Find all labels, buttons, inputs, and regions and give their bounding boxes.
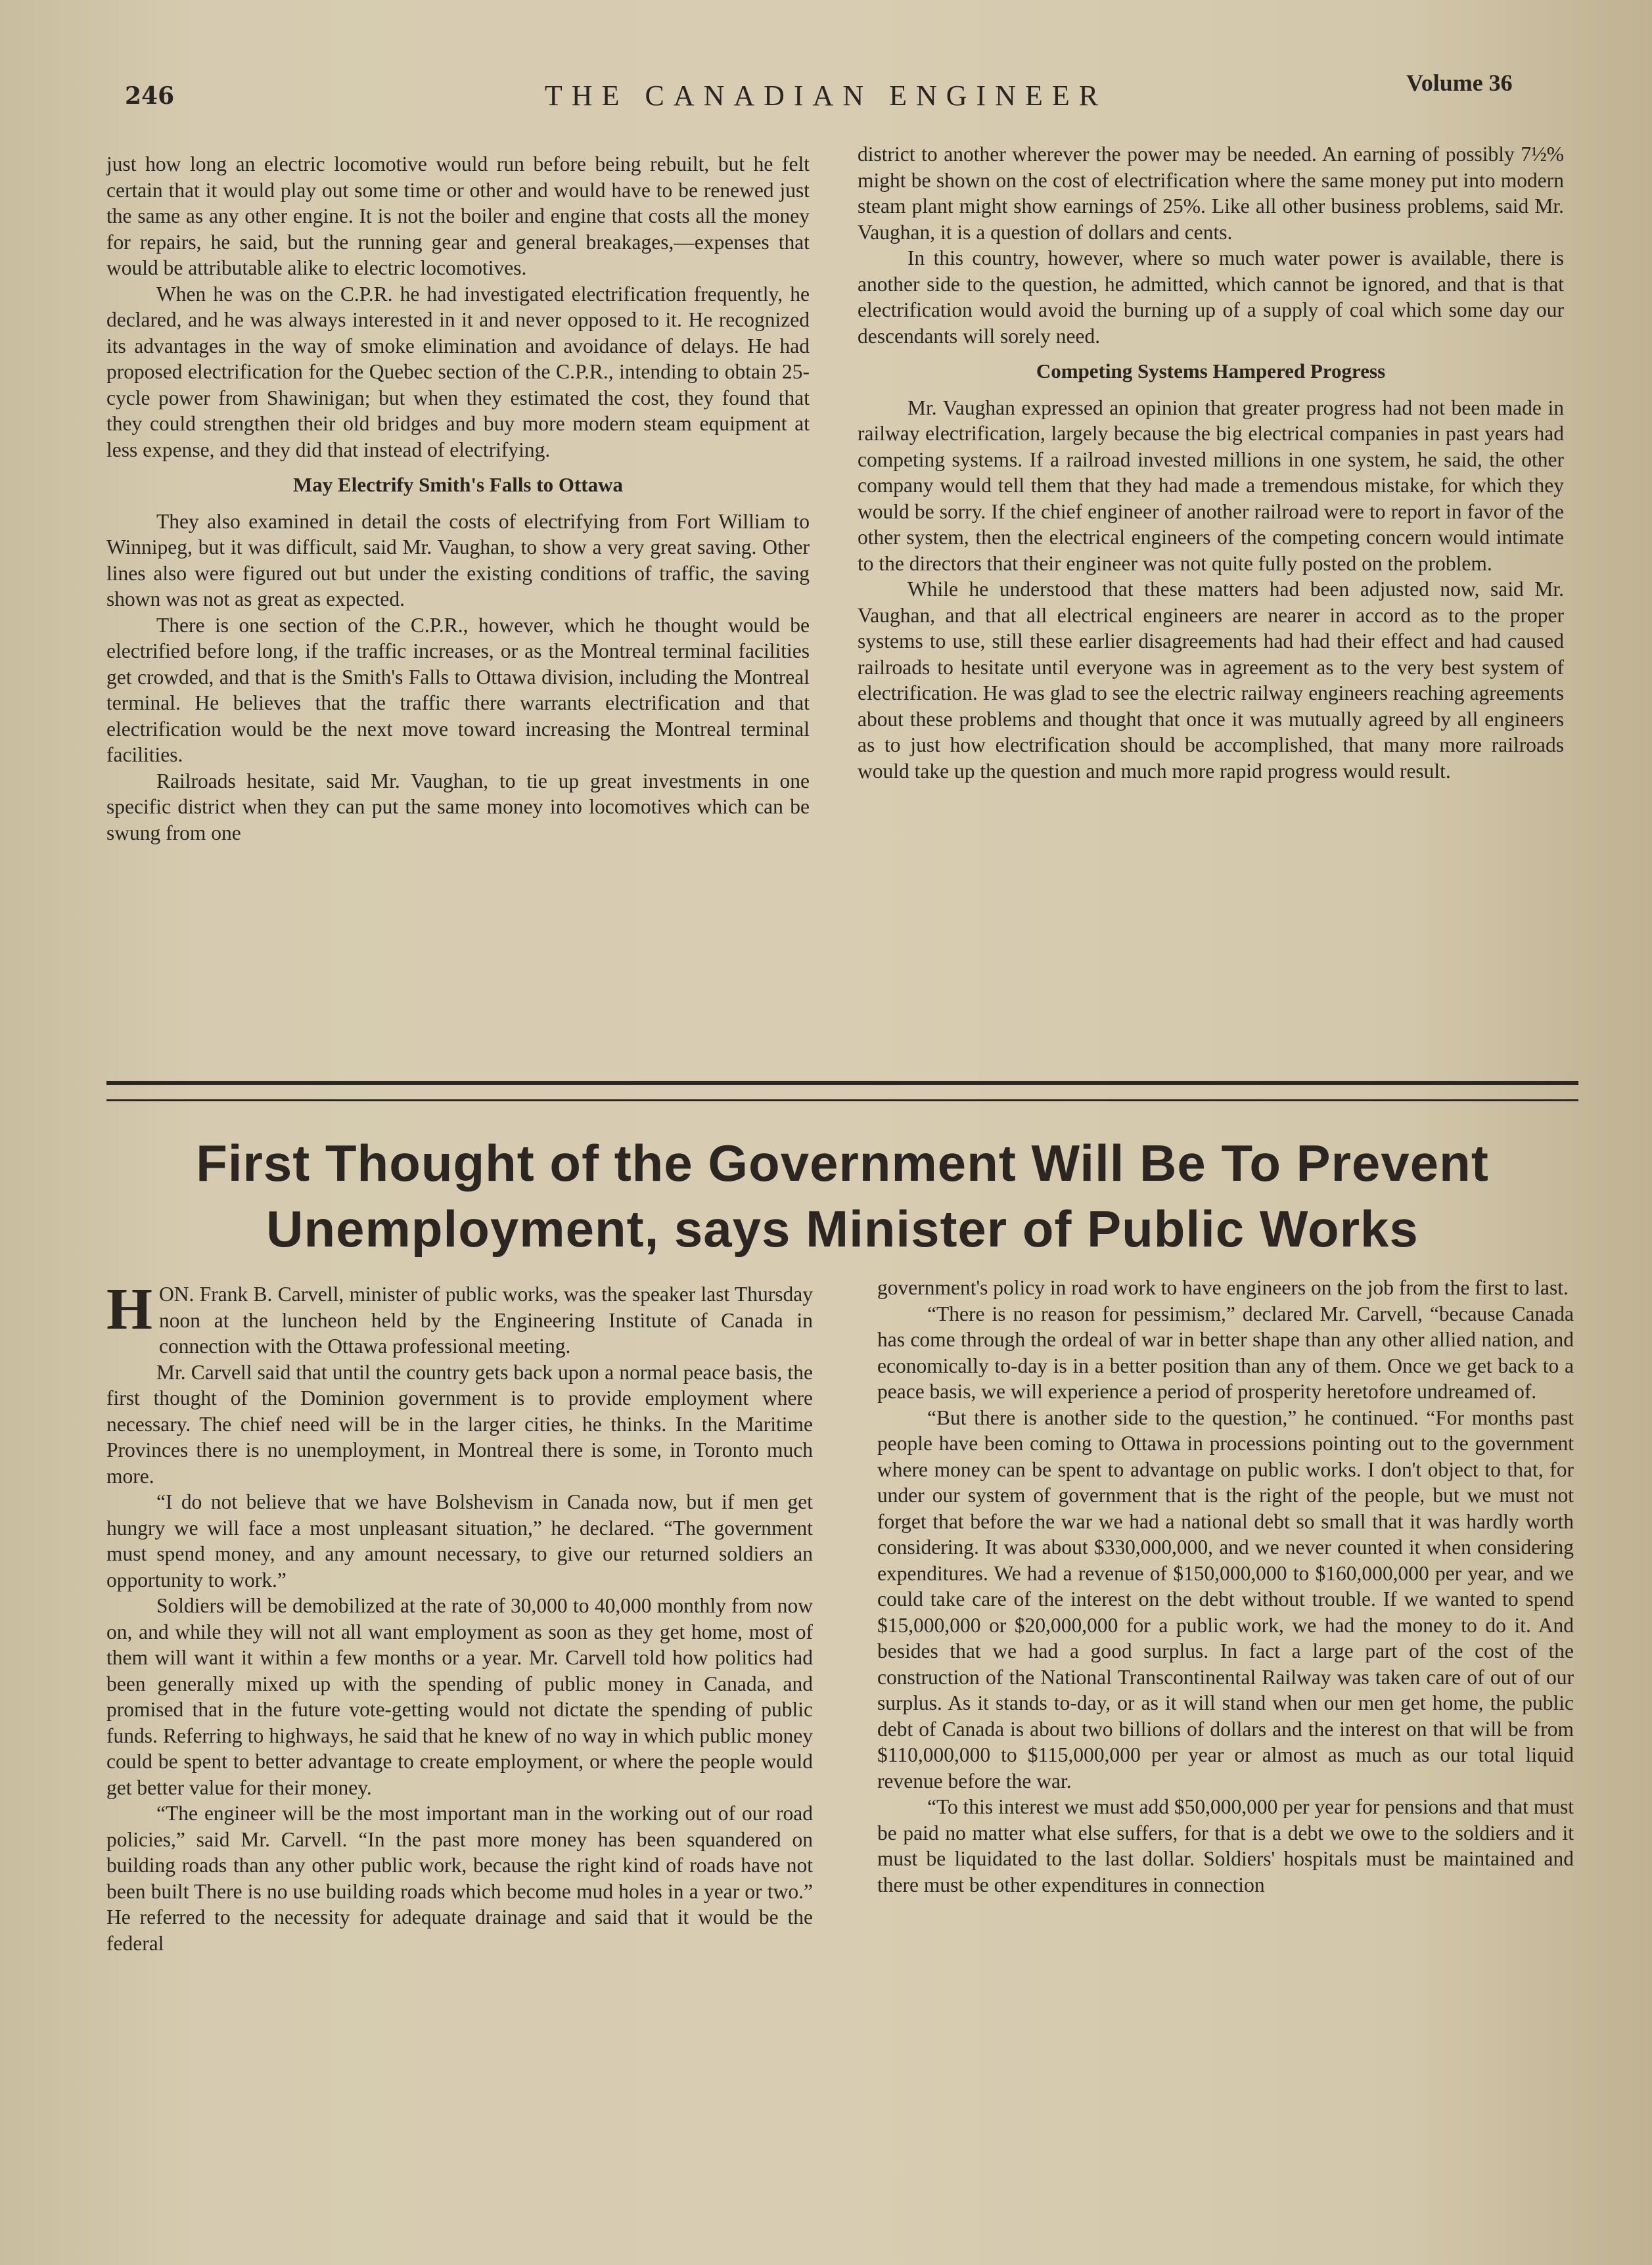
paragraph: government's policy in road work to have engineers on the job from the first to last. bbox=[877, 1276, 1569, 1299]
subheading: May Electrify Smith's Falls to Ottawa bbox=[293, 473, 623, 496]
article-headline bbox=[106, 1130, 1578, 1262]
paragraph: Railroads hesitate, said Mr. Vaughan, to tie up great investments in one specific district when they can put the same money into locomotives which can be swung from one bbox=[106, 769, 810, 844]
drop-cap: H bbox=[106, 1277, 153, 1342]
paragraph: Soldiers will be demobilized at the rate of 30,000 to 40,000 monthly from now on, and while they will not all want employment as soon as they get home, most of them will want it within a few months or a year. Mr. Carvell told how politics had been generally mixed up with the spending of public money in Canada, and promised that in the future vote-getting would not dictate the spending of public funds. Referring to highways, he said that he knew of no way in which public money could be spent to better advantage to create employment, or where the people would get better value for their money. bbox=[106, 1594, 813, 1799]
volume-label: Volume 36 bbox=[1406, 70, 1513, 96]
paragraph: While he understood that these matters had been adjusted now, said Mr. Vaughan, and that all electrical engineers are nearer in accord as to the proper systems to use, still these earlier disagreements had had their effect and had caused railroads to hesitate until everyone was in agreement as to the very best system of electrification. He was glad to see the electric railway engineers reaching agreements about these problems and thought that once it was mutually agreed by all engineers as to just how electrification should be accomplished, that many more railroads would take up the question and much more rapid progress would result. bbox=[858, 578, 1564, 783]
paragraph: “There is no reason for pessimism,” declared Mr. Carvell, “because Canada has come through the ordeal of war in better shape than any other allied nation, and economically to-day is in a better position than any of them. Once we get back to a peace basis, we will experience a period of prosperity heretofore undreamed of. bbox=[877, 1302, 1574, 1403]
upper-right-column bbox=[858, 141, 1564, 784]
lead-text: ON. Frank B. Carvell, minister of public works, was the speaker last Thursday noon at the luncheon held by the Engineering Institute of Canada in connection with the Ottawa professional meeting. bbox=[159, 1283, 813, 1358]
paragraph: district to another wherever the power may be needed. An earning of possibly 7½% might be shown on the cost of electrification where the same money put into modern steam plant might show earnings of 25%. Like all other business problems, said Mr. Vaughan, it is a question of dollars and cents. bbox=[858, 143, 1564, 244]
article-left-column bbox=[106, 1277, 813, 1956]
upper-left-column bbox=[106, 151, 810, 846]
page-header bbox=[0, 69, 1652, 115]
page-number: 246 bbox=[125, 82, 175, 110]
paragraph: When he was on the C.P.R. he had investigated electrification frequently, he declared, and he was always interested in it and never opposed to it. He recognized its advantages in the way of smoke elimination and avoidance of delays. He had proposed electrification for the Quebec section of the C.P.R., intending to obtain 25-cycle power from Shawinigan; but when they estimated the cost, they found that they could strengthen their old bridges and buy more modern steam equipment at less expense, and they did that instead of electrifying. bbox=[106, 282, 810, 461]
paragraph: “The engineer will be the most important man in the working out of our road policies,” said Mr. Carvell. “In the past more money has been squandered on building roads than any other public work, because the right kind of roads have not been built There is no use building roads which become mud holes in a year or two.” He referred to the necessity for adequate drainage and said that it would be the federal bbox=[106, 1802, 813, 1955]
paragraph: Mr. Vaughan expressed an opinion that greater progress had not been made in railway electrification, largely because the big electrical companies in past years had competing systems. If a railroad invested millions in one system, he said, the other company would tell them that they had made a tremendous mistake, for which they would be sorry. If the chief engineer of another railroad were to report in favor of the other system, then the electrical engineers of the competing concern would intimate to the directors that their engineer was not quite fully posted on the problem. bbox=[858, 396, 1564, 575]
paragraph: They also examined in detail the costs of electrifying from Fort William to Winnipeg, but it was difficult, said Mr. Vaughan, to show a very great saving. Other lines also were figured out but under the existing conditions of traffic, the saving shown was not as great as expected. bbox=[106, 509, 810, 610]
lead-paragraph bbox=[106, 1277, 813, 1360]
article-right-column bbox=[877, 1275, 1574, 1898]
paragraph: Mr. Carvell said that until the country gets back upon a normal peace basis, the first thought of the Dominion government is to provide employment where necessary. The chief need will be in the larger cities, he thinks. In the Maritime Provinces there is no unemployment, in Montreal there is some, in Toronto much more. bbox=[106, 1360, 813, 1488]
paragraph: There is one section of the C.P.R., however, which he thought would be electrified before long, if the traffic increases, or as the Montreal terminal facilities get crowded, and that is the Smith's Falls to Ottawa division, including the Montreal terminal. He believes that the traffic there warrants electrification and that electrification would be the next move toward increasing the Montreal terminal facilities. bbox=[106, 613, 810, 766]
paragraph: just how long an electric locomotive would run before being rebuilt, but he felt certain that it would play out some time or other and would have to be renewed just the same as any other engine. It is not the boiler and engine that costs all the money for repairs, he said, but the running gear and general breakages,—expenses that would be attributable alike to electric locomotives. bbox=[106, 152, 810, 279]
paragraph: In this country, however, where so much water power is available, there is another side to the question, he admitted, which cannot be ignored, and that is that electrification would avoid the burning up of a supply of coal which some day our descendants will sorely need. bbox=[858, 246, 1564, 348]
paragraph: “To this interest we must add $50,000,000 per year for pensions and that must be paid no matter what else suffers, for that is a debt we owe to the soldiers and it must be liquidated to the last dollar. Soldiers' hospitals must be maintained and there must be other expenditures in connection bbox=[877, 1795, 1574, 1896]
headline-line-2: Unemployment, says Minister of Public Works bbox=[266, 1200, 1419, 1258]
journal-title: THE CANADIAN ENGINEER bbox=[544, 80, 1108, 112]
subheading: Competing Systems Hampered Progress bbox=[1036, 359, 1386, 382]
paragraph: “But there is another side to the question,” he continued. “For months past people have been coming to Ottawa in processions pointing out to the government where money can be spent to advantage on public works. I don't object to that, for under our system of government that is the right of the people, but we must not forget that before the war we had a national debt so small that it was hardly worth considering. It was about $330,000,000, and we never counted it when considering expenditures. We had a revenue of $150,000,000 to $160,000,000 per year, and we could take care of the interest on the debt without trouble. If we wanted to spend $15,000,000 or $20,000,000 for a public work, we had the money to do it. And besides that we had a good surplus. In fact a large part of the cost of the construction of the National Transcontinental Railway was taken care of out of our surplus. As it stands to-day, or as it will stand when our men get home, the public debt of Canada is about two billions of dollars and the interest on that will be from $110,000,000 to $115,000,000 per year or almost as much as our total liquid revenue before the war. bbox=[877, 1406, 1574, 1793]
paragraph: “I do not believe that we have Bolshevism in Canada now, but if men get hungry we will face a most unpleasant situation,” he declared. “The government must spend money, and any amount necessary, to give our returned soldiers an opportunity to work.” bbox=[106, 1490, 813, 1591]
headline-line-1: First Thought of the Government Will Be To Prevent bbox=[196, 1134, 1489, 1192]
section-divider bbox=[106, 1081, 1578, 1101]
